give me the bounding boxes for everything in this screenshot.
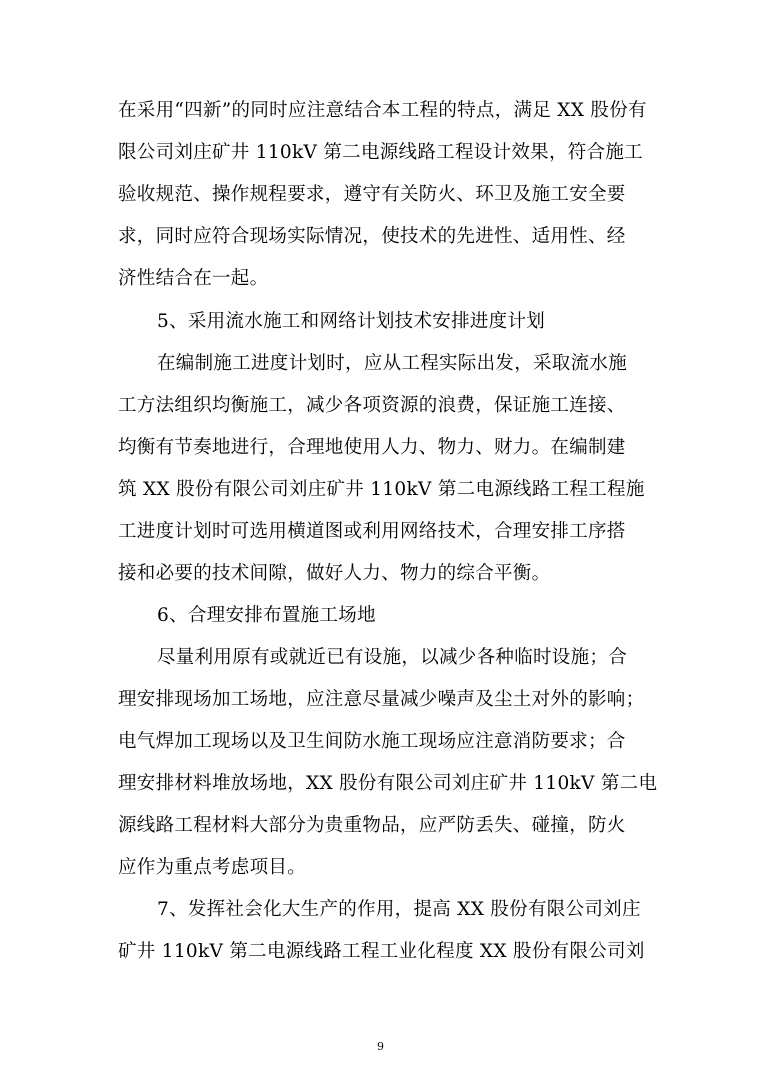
text-line: 理安排材料堆放场地，XX 股份有限公司刘庄矿井 110kV 第二电 (118, 773, 658, 794)
section-heading-6: 6、合理安排布置施工场地 (157, 605, 376, 626)
paragraph-first-line: 在编制施工进度计划时，应从工程实际出发，采取流水施 (157, 353, 628, 374)
text-line: 均衡有节奏地进行，合理地使用人力、物力、财力。在编制建 (118, 437, 626, 458)
text-line: 验收规范、操作规程要求，遵守有关防火、环卫及施工安全要 (118, 184, 626, 205)
text-line: 限公司刘庄矿井 110kV 第二电源线路工程设计效果，符合施工 (118, 142, 643, 163)
text-line: 求，同时应符合现场实际情况，使技术的先进性、适用性、经 (118, 226, 626, 247)
text-line: 理安排现场加工场地，应注意尽量减少噪声及尘土对外的影响； (118, 689, 645, 710)
text-line: 电气焊加工现场以及卫生间防水施工现场应注意消防要求；合 (118, 731, 626, 752)
page-number: 9 (377, 1040, 384, 1053)
section-heading-7: 7、发挥社会化大生产的作用，提高 XX 股份有限公司刘庄 (157, 899, 641, 920)
text-line: 工进度计划时可选用横道图或利用网络技术，合理安排工序搭 (118, 521, 626, 542)
section-heading-5: 5、采用流水施工和网络计划技术安排进度计划 (157, 311, 546, 332)
paragraph-first-line: 尽量利用原有或就近已有设施，以减少各种临时设施；合 (157, 647, 628, 668)
text-line: 源线路工程材料大部分为贵重物品，应严防丢失、碰撞，防火 (118, 815, 626, 836)
text-line: 筑 XX 股份有限公司刘庄矿井 110kV 第二电源线路工程工程施 (118, 479, 645, 500)
text-line: 济性结合在一起。 (118, 268, 269, 289)
text-line: 工方法组织均衡施工，减少各项资源的浪费，保证施工连接、 (118, 395, 626, 416)
text-line: 应作为重点考虑项目。 (118, 857, 307, 878)
text-line: 在采用“四新”的同时应注意结合本工程的特点，满足 XX 股份有 (118, 100, 647, 121)
text-line: 接和必要的技术间隙，做好人力、物力的综合平衡。 (118, 563, 551, 584)
text-line: 矿井 110kV 第二电源线路工程工业化程度 XX 股份有限公司刘 (118, 941, 645, 962)
